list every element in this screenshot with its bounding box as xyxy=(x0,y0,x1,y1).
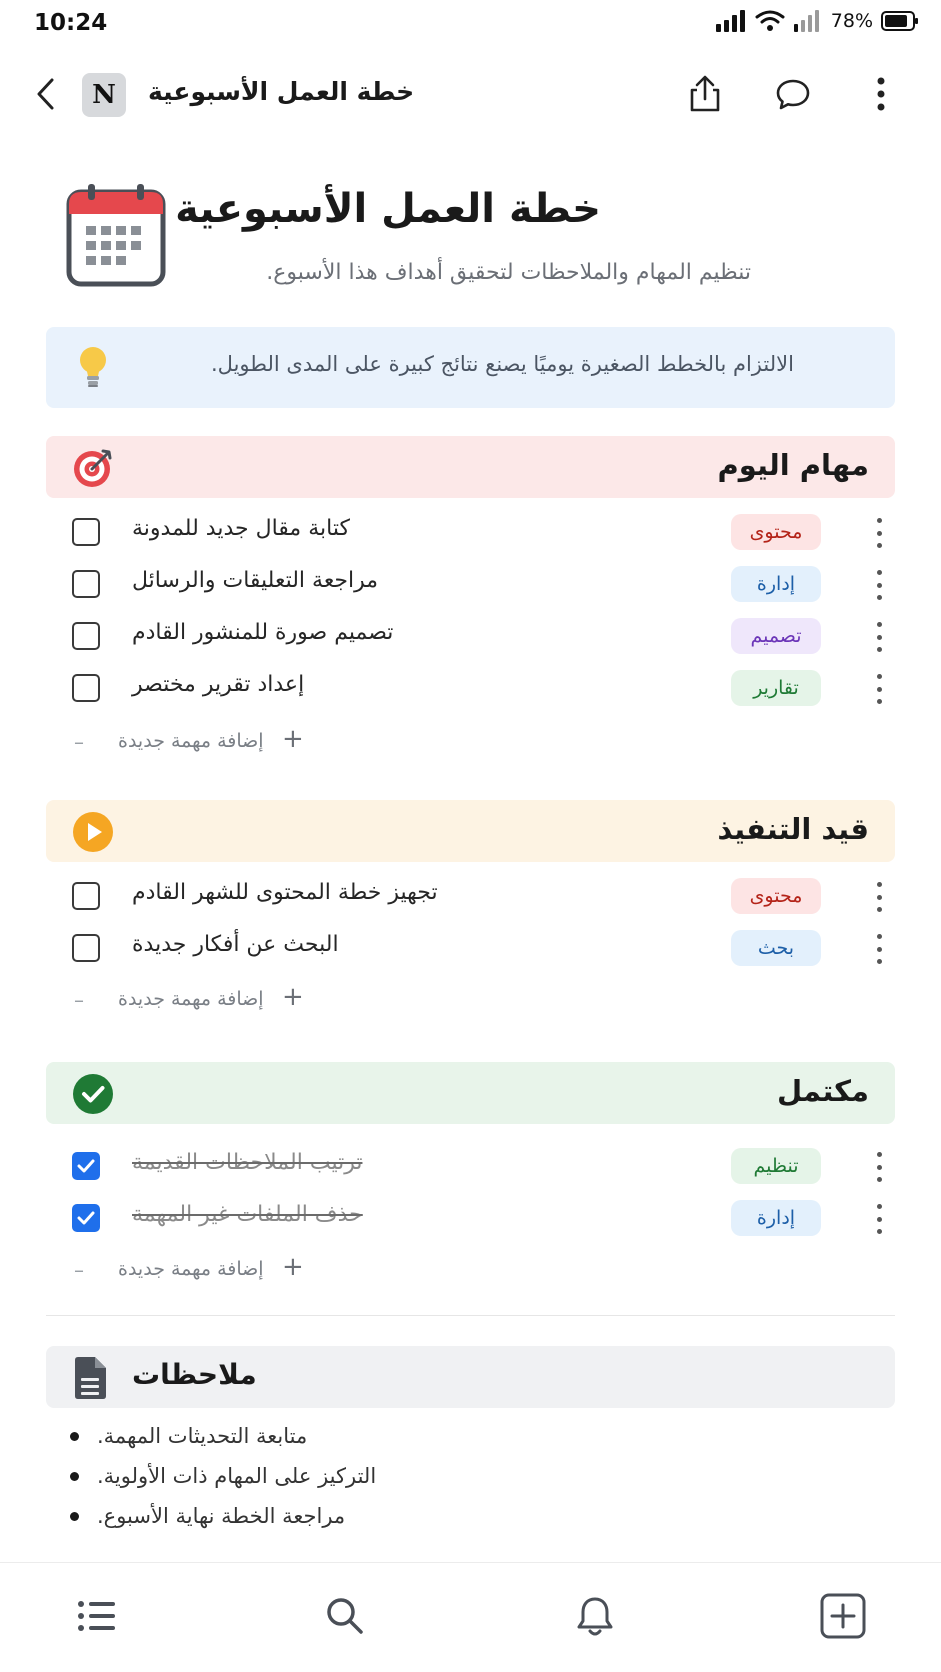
status-indicators xyxy=(715,10,919,32)
drag-handle: – xyxy=(74,988,84,1012)
task-more-button[interactable] xyxy=(874,934,884,964)
tab-search[interactable] xyxy=(322,1593,368,1639)
add-task-button[interactable] xyxy=(46,722,895,762)
status-bar xyxy=(0,0,941,50)
dot xyxy=(877,674,882,679)
dot xyxy=(877,518,882,523)
add-task-button[interactable] xyxy=(46,1250,895,1290)
add-task-label: إضافة مهمة جديدة xyxy=(118,988,264,1010)
task-tag[interactable]: إدارة xyxy=(731,566,821,602)
section-title: قيد التنفيذ xyxy=(717,812,869,846)
add-task-button[interactable] xyxy=(46,980,895,1020)
dot xyxy=(877,622,882,627)
list-item xyxy=(70,1498,345,1534)
comment-button[interactable] xyxy=(773,74,813,114)
task-more-button[interactable] xyxy=(874,1152,884,1182)
check-circle-icon xyxy=(72,1073,114,1115)
cellular-icon xyxy=(793,10,821,32)
task-text[interactable]: البحث عن أفكار جديدة xyxy=(132,932,339,957)
section-title: مهام اليوم xyxy=(717,448,869,482)
document-icon xyxy=(72,1356,108,1400)
back-button[interactable] xyxy=(28,74,64,114)
section-completed-header[interactable] xyxy=(46,1062,895,1124)
dot xyxy=(877,1165,882,1170)
task-text[interactable]: إعداد تقرير مختصر xyxy=(132,672,305,697)
task-tag[interactable]: تقارير xyxy=(731,670,821,706)
dot xyxy=(877,895,882,900)
task-tag[interactable]: محتوى xyxy=(731,514,821,550)
share-button[interactable] xyxy=(685,74,725,114)
task-tag[interactable]: تنظيم xyxy=(731,1148,821,1184)
task-text[interactable]: حذف الملفات غير المهمة xyxy=(132,1202,363,1227)
dot xyxy=(877,907,882,912)
notes-header[interactable] xyxy=(46,1346,895,1408)
battery-percent: 78% xyxy=(830,10,873,32)
callout xyxy=(46,327,895,408)
comment-icon xyxy=(775,77,811,111)
task-checkbox-checked[interactable] xyxy=(72,1204,100,1232)
add-task-label: إضافة مهمة جديدة xyxy=(118,730,264,752)
dot xyxy=(877,959,882,964)
wifi-icon xyxy=(755,10,785,32)
task-tag[interactable]: إدارة xyxy=(731,1200,821,1236)
dot xyxy=(877,1217,882,1222)
task-more-button[interactable] xyxy=(874,674,884,704)
task-more-button[interactable] xyxy=(874,882,884,912)
task-text[interactable]: ترتيب الملاحظات القديمة xyxy=(132,1150,363,1175)
task-row xyxy=(46,870,895,920)
more-vertical-icon xyxy=(876,77,886,111)
task-tag[interactable]: تصميم xyxy=(731,618,821,654)
task-more-button[interactable] xyxy=(874,518,884,548)
dot xyxy=(877,543,882,548)
task-row xyxy=(46,610,895,660)
notes-title: ملاحظات xyxy=(132,1358,257,1391)
dot xyxy=(877,934,882,939)
nav-bar xyxy=(0,60,941,130)
tab-list[interactable] xyxy=(74,1593,120,1639)
add-task-label: إضافة مهمة جديدة xyxy=(118,1258,264,1280)
app-logo: N xyxy=(82,73,126,117)
nav-title: خطة العمل الأسبوعية xyxy=(148,77,415,106)
task-text[interactable]: تصميم صورة للمنشور القادم xyxy=(132,620,394,645)
nav-actions xyxy=(685,74,901,114)
task-checkbox[interactable] xyxy=(72,570,100,598)
note-text[interactable]: متابعة التحديثات المهمة. xyxy=(97,1424,308,1448)
bottom-tab-bar xyxy=(0,1562,941,1672)
share-icon xyxy=(688,75,722,113)
bell-icon xyxy=(576,1595,614,1637)
section-title: مكتمل xyxy=(777,1074,869,1108)
list-item xyxy=(70,1458,376,1494)
more-options-button[interactable] xyxy=(861,74,901,114)
task-row xyxy=(46,1140,895,1190)
task-more-button[interactable] xyxy=(874,1204,884,1234)
list-item xyxy=(70,1418,307,1454)
dot xyxy=(877,699,882,704)
dot xyxy=(877,570,882,575)
dot xyxy=(877,583,882,588)
dot xyxy=(877,635,882,640)
task-row xyxy=(46,506,895,556)
task-checkbox[interactable] xyxy=(72,934,100,962)
divider xyxy=(46,1315,895,1316)
dot xyxy=(877,531,882,536)
task-row xyxy=(46,922,895,972)
search-icon xyxy=(325,1596,365,1636)
note-text[interactable]: التركيز على المهام ذات الأولوية. xyxy=(97,1464,377,1488)
task-text[interactable]: كتابة مقال جديد للمدونة xyxy=(132,516,350,541)
dot xyxy=(877,647,882,652)
task-text[interactable]: مراجعة التعليقات والرسائل xyxy=(132,568,379,593)
dot xyxy=(877,595,882,600)
bullet xyxy=(70,1432,79,1441)
lightbulb-icon xyxy=(76,345,110,389)
section-today-header[interactable] xyxy=(46,436,895,498)
signal-icon xyxy=(715,10,747,32)
page-subtitle: تنظيم المهام والملاحظات لتحقيق أهداف هذا الأسبوع. xyxy=(266,260,751,285)
dot xyxy=(877,1229,882,1234)
task-row xyxy=(46,1192,895,1242)
task-tag[interactable]: محتوى xyxy=(731,878,821,914)
task-tag[interactable]: بحث xyxy=(731,930,821,966)
task-checkbox-checked[interactable] xyxy=(72,1152,100,1180)
play-icon xyxy=(72,811,114,853)
dot xyxy=(877,1177,882,1182)
calendar-icon xyxy=(66,182,166,288)
status-time: 10:24 xyxy=(34,10,108,36)
chevron-left-icon xyxy=(35,77,57,111)
dot xyxy=(877,947,882,952)
section-in-progress-header[interactable] xyxy=(46,800,895,862)
dot xyxy=(877,1152,882,1157)
plus-square-icon xyxy=(820,1593,866,1639)
tab-notifications[interactable] xyxy=(572,1593,618,1639)
plus-icon: + xyxy=(282,982,304,1012)
dot xyxy=(877,1204,882,1209)
task-more-button[interactable] xyxy=(874,570,884,600)
note-text[interactable]: مراجعة الخطة نهاية الأسبوع. xyxy=(97,1504,346,1528)
drag-handle: – xyxy=(74,730,84,754)
task-more-button[interactable] xyxy=(874,622,884,652)
drag-handle: – xyxy=(74,1258,84,1282)
task-row xyxy=(46,662,895,712)
callout-text: الالتزام بالخطط الصغيرة يوميًا يصنع نتائج كبيرة على المدى الطويل. xyxy=(211,352,794,376)
task-checkbox[interactable] xyxy=(72,518,100,546)
battery-icon xyxy=(881,10,919,32)
list-icon xyxy=(77,1599,117,1633)
task-checkbox[interactable] xyxy=(72,882,100,910)
dot xyxy=(877,687,882,692)
plus-icon: + xyxy=(282,724,304,754)
checkmark-icon xyxy=(77,1211,95,1225)
bullet xyxy=(70,1472,79,1481)
checkmark-icon xyxy=(77,1159,95,1173)
plus-icon: + xyxy=(282,1252,304,1282)
target-icon xyxy=(72,447,114,489)
tab-new-page[interactable] xyxy=(820,1593,866,1639)
task-row xyxy=(46,558,895,608)
task-text[interactable]: تجهيز خطة المحتوى للشهر القادم xyxy=(132,880,438,905)
dot xyxy=(877,882,882,887)
page-title: خطة العمل الأسبوعية xyxy=(175,186,601,232)
task-checkbox[interactable] xyxy=(72,622,100,650)
task-checkbox[interactable] xyxy=(72,674,100,702)
bullet xyxy=(70,1512,79,1521)
